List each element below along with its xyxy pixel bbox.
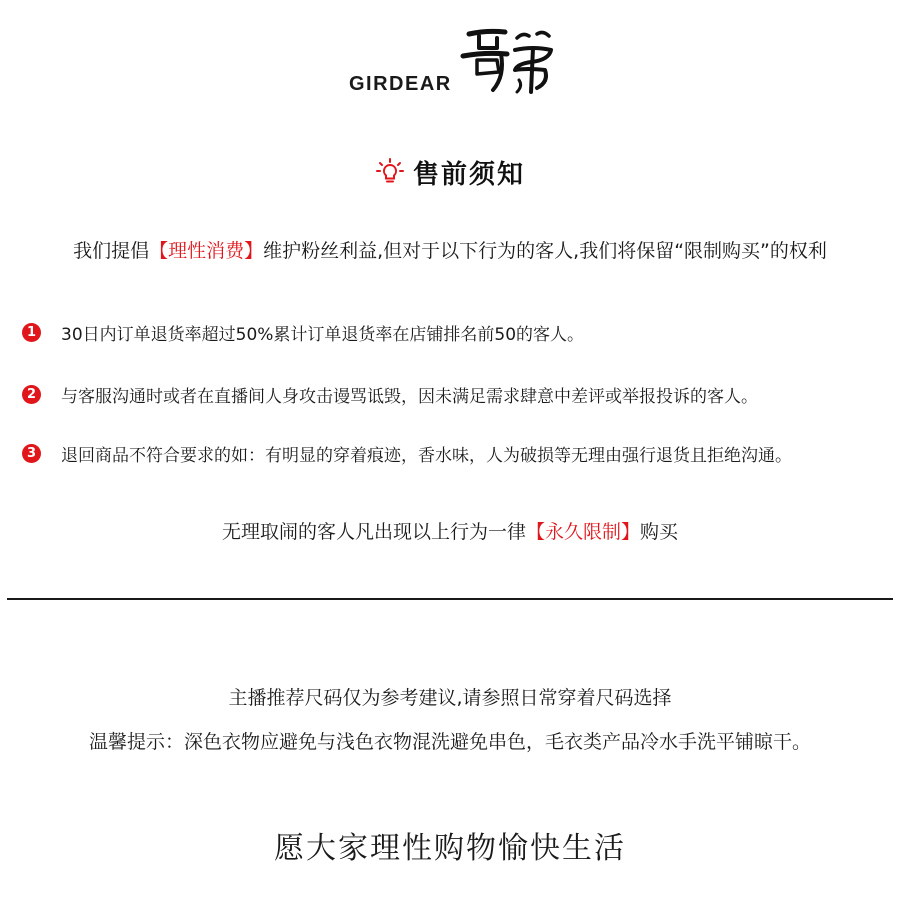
number-circle-icon: 2 xyxy=(22,385,41,404)
size-tip: 主播推荐尺码仅为参考建议,请参照日常穿着尺码选择 xyxy=(228,687,672,709)
rule-item xyxy=(22,441,892,466)
closing-message: 愿大家理性购物愉快生活 xyxy=(274,831,626,866)
rule-item xyxy=(22,382,892,407)
ban-before: 无理取闹的客人凡出现以上行为一律 xyxy=(221,521,526,543)
intro-text xyxy=(0,236,900,263)
notice-title-row xyxy=(0,152,900,192)
section-divider xyxy=(7,598,893,600)
wash-tip: 温馨提示：深色衣物应避免与浅色衣物混洗避免串色，毛衣类产品冷水手洗平铺晾干。 xyxy=(88,731,811,753)
rule-text: 与客服沟通时或者在直播间人身攻击谩骂诋毁，因未满足需求肆意中差评或举报投诉的客人。 xyxy=(61,387,758,407)
page-title: 售前须知 xyxy=(412,159,525,190)
intro-after: 维护粉丝利益,但对于以下行为的客人,我们将保留“限制购买”的权利 xyxy=(263,240,827,262)
rule-item xyxy=(22,320,892,345)
number-circle-icon: 3 xyxy=(22,444,41,463)
intro-before: 我们提倡 xyxy=(73,240,150,262)
rule-text: 退回商品不符合要求的如：有明显的穿着痕迹，香水味，人为破损等无理由强行退货且拒绝沟通。 xyxy=(61,446,792,466)
rule-text: 30日内订单退货率超过50%累计订单退货率在店铺排名前50的客人。 xyxy=(61,325,585,345)
intro-highlight: 【理性消费】 xyxy=(149,240,264,262)
ban-after: 购买 xyxy=(640,521,679,543)
number-circle-icon: 1 xyxy=(22,323,41,342)
brand-chinese-mark-icon xyxy=(457,26,557,96)
ban-highlight: 【永久限制】 xyxy=(525,521,640,543)
lightbulb-icon xyxy=(375,157,405,187)
brand-logo xyxy=(349,26,555,96)
ban-notice xyxy=(0,517,900,544)
brand-name: GIRDEAR xyxy=(349,73,452,95)
